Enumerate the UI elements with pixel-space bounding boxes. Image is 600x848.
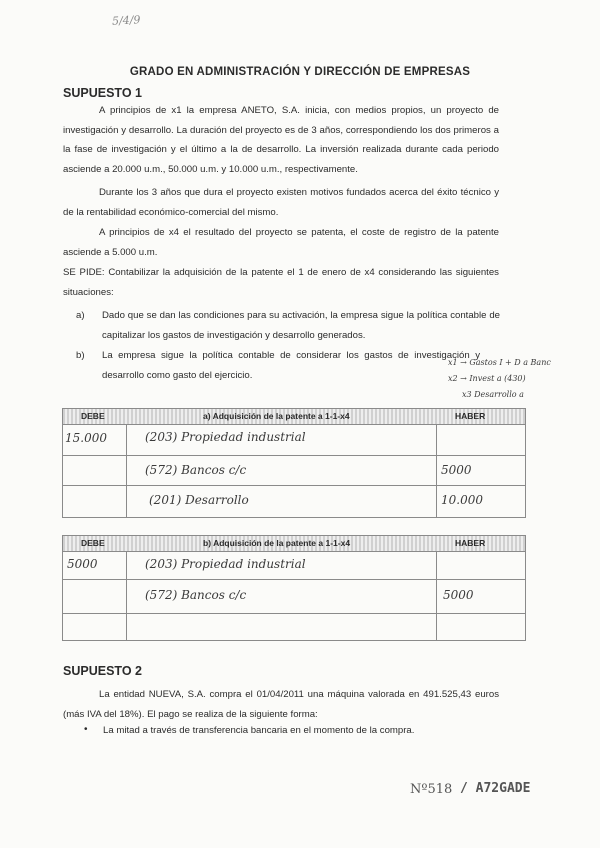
supuesto-1-paragraph-1: A principios de x1 la empresa ANETO, S.A. inicia, con medios propios, un proyecto de investigación y desarrollo. La duración del proyecto es de 3 años, correspondiendo los dos primeros a la fase de investigación y el último a la de desarrollo. La inversión realizada durante cada periodo asciende a 20.000 u.m., 50.000 u.m. y 10.000 u.m., respectivamente. [63,105,499,175]
margin-note: x3 Desarrollo a [462,390,524,399]
table-row [63,613,525,640]
supuesto-1-paragraph-2: Durante los 3 años que dura el proyecto existen motivos fundados acerca del éxito técnico y de la rentabilidad económico-comercial del mismo. [63,187,499,218]
concept-cell: (203) Propiedad industrial [145,430,306,444]
table-title: a) Adquisición de la patente a 1-1-x4 [203,411,350,421]
list-item-a [76,306,500,345]
table-row [63,455,525,486]
haber-cell: 5000 [441,463,472,477]
haber-header: HABER [455,411,486,421]
concept-cell: (203) Propiedad industrial [145,557,306,571]
document-number: Nº518 [410,782,453,797]
journal-table-a [62,408,526,518]
debe-header: DEBE [81,411,105,421]
haber-cell: 5000 [443,588,474,602]
concept-cell: (572) Bancos c/c [145,588,247,602]
se-pide-paragraph [63,263,499,302]
top-scribble: 5/4/9 [111,13,141,28]
se-pide-text: Contabilizar la adquisición de la patente el 1 de enero de x4 considerando las siguientes situaciones: [63,267,499,298]
document-code: / A72GADE [460,781,531,796]
debe-cell: 5000 [67,557,98,571]
table-title: b) Adquisición de la patente a 1-1-x4 [203,538,351,548]
margin-note: x1 → Gastos I + D a Banc [448,358,551,367]
concept-cell: (572) Bancos c/c [145,463,247,477]
table-header [63,409,525,425]
supuesto-2-heading: SUPUESTO 2 [63,664,142,678]
concept-cell: (201) Desarrollo [149,493,249,507]
document-title: GRADO EN ADMINISTRACIÓN Y DIRECCIÓN DE EMPRESAS [129,66,471,78]
table-row [63,551,525,580]
supuesto-1-heading: SUPUESTO 1 [63,86,142,100]
margin-note: x2 → Invest a (430) [448,374,526,383]
debe-cell: 15.000 [65,431,107,445]
bullet-icon: • [84,724,88,735]
haber-cell: 10.000 [441,493,483,507]
debe-header: DEBE [81,538,105,548]
list-item-text: La empresa sigue la política contable de considerar los gastos de investigación y desarrollo como gasto del ejercicio. [102,350,480,381]
list-item-label: b) [76,350,85,361]
list-item-b [76,346,500,385]
supuesto-2-paragraph-1: La entidad NUEVA, S.A. compra el 01/04/2011 una máquina valorada en 491.525,43 euros (más IVA del 18%). El pago se realiza de la siguiente forma: [63,689,499,720]
table-row [63,485,525,517]
haber-header: HABER [455,538,486,548]
supuesto-2-bullet: La mitad a través de transferencia bancaria en el momento de la compra. [103,725,415,736]
list-item-text: Dado que se dan las condiciones para su activación, la empresa sigue la política contable de capitalizar los gastos de investigación y desarrollo generados. [102,310,500,341]
se-pide-label: SE PIDE: [63,267,105,278]
supuesto-1-paragraph-3: A principios de x4 el resultado del proyecto se patenta, el coste de registro de la patente asciende a 5.000 u.m. [63,227,499,258]
table-row [63,579,525,614]
journal-table-b [62,535,526,641]
table-row [63,424,525,456]
list-item-label: a) [76,310,85,321]
table-header [63,536,525,552]
